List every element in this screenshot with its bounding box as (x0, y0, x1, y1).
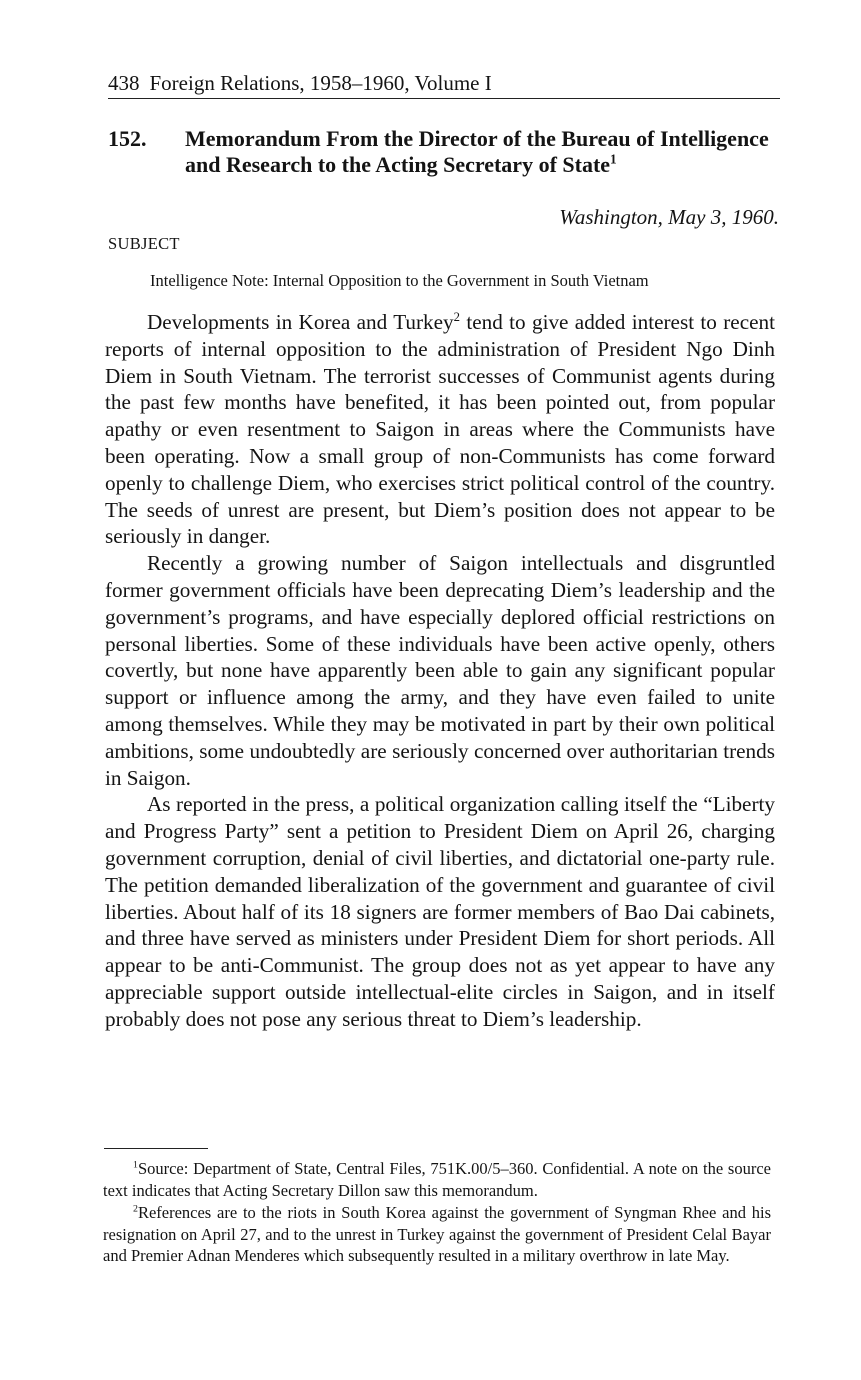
dateline: Washington, May 3, 1960. (559, 205, 779, 229)
paragraph-1-rest: tend to give added interest to recent reports of internal opposition to the administration of President Ngo Dinh Diem in South Vietnam. The terrorist successes of Communist agents during the past few months have benefited, it has been pointed out, from popular apathy or even resentment to Saigon in areas where the Communists have been operating. Now a small group of non-Communists has come forward openly to challenge Diem, who exercises strict political control of the country. The seeds of unrest are present, but Diem’s position does not appear to be seriously in danger. (105, 310, 775, 549)
footnote-divider (104, 1148, 208, 1149)
paragraph-3: As reported in the press, a political organization calling itself the “Liberty and Progress Party” sent a petition to President Diem on April 26, charging government corruption, denial of civil liberties, and dictatorial one-party rule. The petition demanded liberalization of the government and guarantee of civil liberties. About half of its 18 signers are former members of Bao Dai cabinets, and three have served as ministers under President Diem for short periods. All appear to be anti-Communist. The group does not as yet appear to have any appreciable support outside intellectual-elite circles in Saigon, and in itself probably does not pose any serious threat to Diem’s leadership. (105, 792, 775, 1031)
footnote-1-text: Source: Department of State, Central Files, 751K.00/5–360. Confidential. A note on the source text indicates that Acting Secretary Dillon saw this memorandum. (103, 1159, 771, 1200)
paragraph-1 (105, 309, 775, 550)
footnote-2-text: References are to the riots in South Korea against the government of Syngman Rhee and his resignation on April 27, and to the unrest in Turkey against the government of President Celal Bayar and Premier Adnan Menderes which subsequently resulted in a military overthrow in late May. (103, 1203, 771, 1265)
document-number: 152. (108, 126, 147, 151)
paragraph-2: Recently a growing number of Saigon intellectuals and disgruntled former government officials have been deprecating Diem’s leadership and the government’s programs, and have especially deplored official restrictions on personal liberties. Some of these individuals have been active openly, others covertly, but none have apparently been able to gain any significant popular support or influence among the army, and they have even failed to unite among themselves. While they may be motivated in part by their own political ambitions, some undoubtedly are seriously concerned over authoritarian trends in Saigon. (105, 551, 775, 790)
document-title (185, 126, 785, 178)
footnote-ref-2: 2 (453, 309, 460, 324)
document-title-text: Memorandum From the Director of the Bureau of Intelligence and Research to the Acting Secretary of State (185, 126, 769, 177)
footnote-1 (103, 1158, 771, 1201)
paragraph-1-lead: Developments in Korea and Turkey (147, 310, 454, 334)
footnote-2-marker: 2 (133, 1203, 138, 1215)
running-head (108, 70, 780, 99)
subject-text: Intelligence Note: Internal Opposition to the Government in South Vietnam (150, 271, 649, 290)
publication-title: Foreign Relations, 1958–1960, Volume I (149, 71, 492, 95)
footnotes (103, 1158, 771, 1268)
page-number: 438 (108, 71, 140, 95)
footnote-1-marker: 1 (133, 1159, 138, 1171)
memo-body (105, 309, 775, 1033)
subject-label: SUBJECT (108, 234, 180, 253)
footnote-2 (103, 1202, 771, 1267)
footnote-ref-1: 1 (610, 151, 617, 167)
